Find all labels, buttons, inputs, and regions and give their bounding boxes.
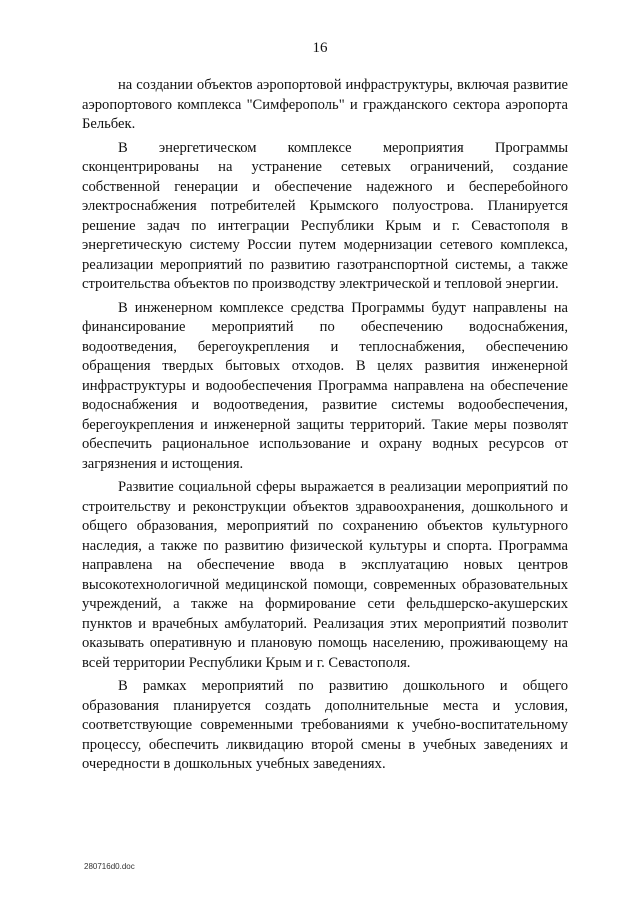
paragraph-engineering-complex: В инженерном комплексе средства Программы будут направлены на финансирование мероприятий по обеспечению водоснабжения, водоотведения, берегоукрепления и теплоснабжения, обеспечению обращения твердых бытовых отходов. В целях развития инженерной инфраструктуры и водообеспечения Программа направлена на обеспечение водоснабжения и водоотведения, развитие системы водообеспечения, берегоукрепления и инженерной защиты территорий. Такие меры позволят обеспечить рациональное использование и охрану водных ресурсов от загрязнения и истощения. bbox=[82, 299, 568, 472]
footer-filename: 280716d0.doc bbox=[84, 862, 135, 871]
page-number: 16 bbox=[312, 40, 328, 56]
paragraph-airport-infrastructure: на создании объектов аэропортовой инфраструктуры, включая развитие аэропортового комплекса "Симферополь" и гражданского сектора аэропорта Бельбек. bbox=[82, 77, 568, 132]
paragraph-social-sphere: Развитие социальной сферы выражается в реализации мероприятий по строительству и реконструкции объектов здравоохранения, дошкольного и общего образования, мероприятий по сохранению объектов культурного наследия, а также по развитию физической культуры и спорта. Программа направлена на обеспечение ввода в эксплуатацию новых центров высокотехнологичной медицинской помощи, современных образовательных учреждений, а также на формирование сети фельдшерско-акушерских пунктов и врачебных амбулаторий. Реализация этих мероприятий позволит оказывать оперативную и плановую помощь населению, проживающему на всей территории Республики Крым и г. Севастополя. bbox=[82, 479, 568, 671]
paragraph-energy-complex: В энергетическом комплексе мероприятия Программы сконцентрированы на устранение сетевых ограничений, создание собственной генерации и обеспечение надежного и бесперебойного электроснабжения потребителей Крымского полуострова. Планируется решение задач по интеграции Республики Крым и г. Севастополя в энергетическую систему России путем модернизации сетевого комплекса, реализации мероприятий по развитию газотранспортной системы, а также строительства объектов по производству электрической и тепловой энергии. bbox=[82, 139, 568, 292]
paragraph-education: В рамках мероприятий по развитию дошкольного и общего образования планируется создать дополнительные места и условия, соответствующие современными требованиями к учебно-воспитательному процессу, обеспечить ликвидацию второй смены в учебных заведениях и очередности в дошкольных учебных заведениях. bbox=[82, 678, 568, 772]
document-body bbox=[82, 76, 568, 779]
